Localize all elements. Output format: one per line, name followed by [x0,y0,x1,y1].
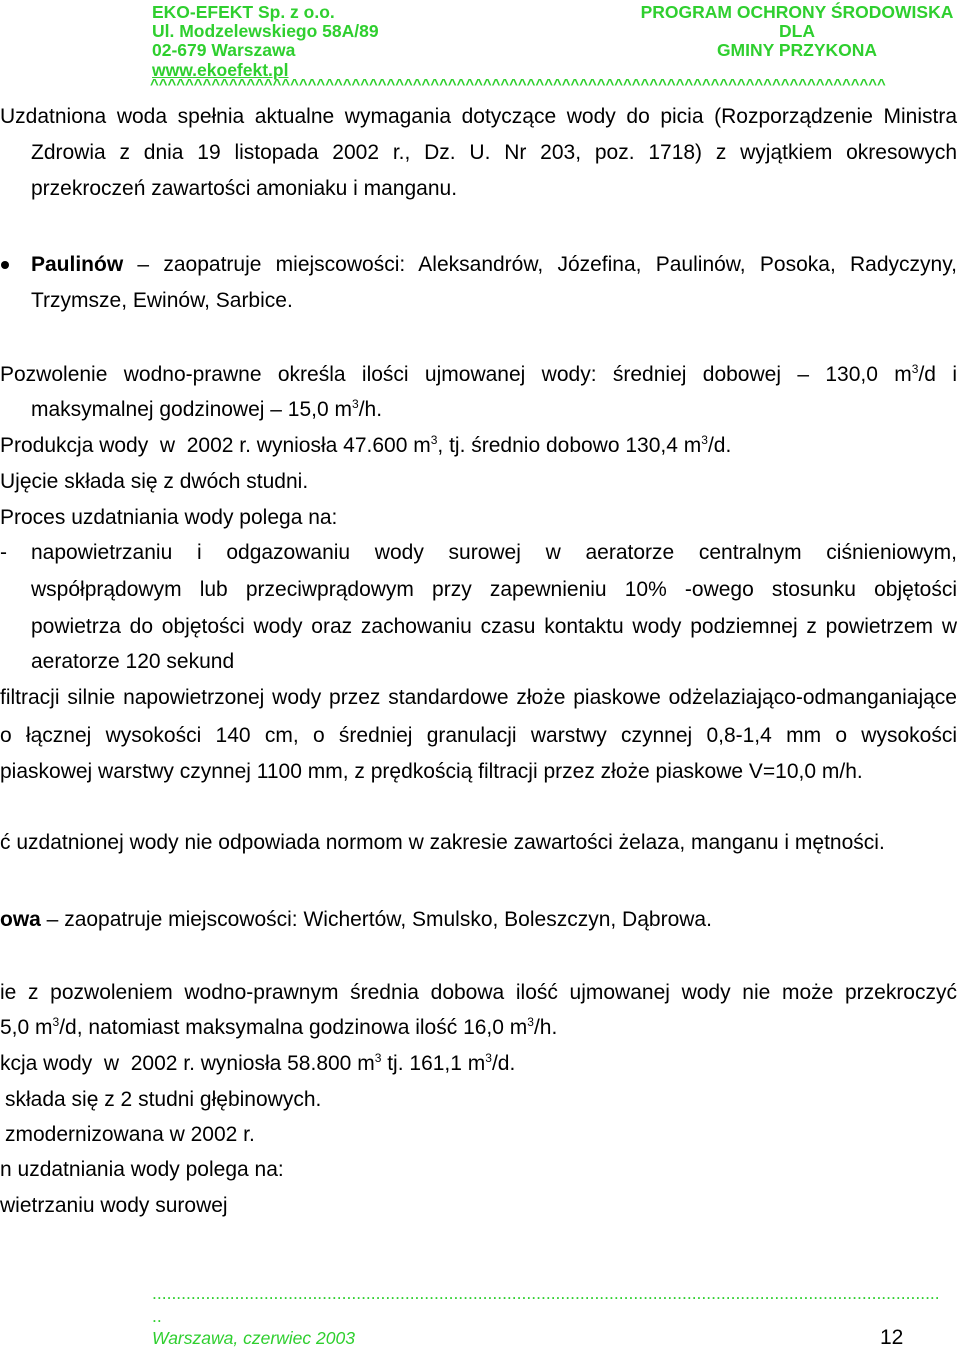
production-text: Produkcja wody w 2002 r. wyniosła 47.600 m [0,434,431,457]
village-name: owa [0,908,41,931]
superscript: 3 [352,397,359,411]
production2-text: kcja wody w 2002 r. wyniosła 58.800 m [0,1052,375,1075]
production2-text: tj. 161,1 m [381,1052,486,1075]
body-line: Ujęcie składa się z dwóch studni. [0,470,309,493]
footer-dotted-rule: .................................................................................................................................................................. [152,1283,940,1303]
body-line: wietrzaniu wody surowej [0,1194,228,1217]
body-line: współprądowym lub przeciwprądowym przy zapewnieniu 10% -owego stosunku objętości [31,578,957,601]
header-program-title: PROGRAM OCHRONY ŚRODOWISKA [640,2,954,22]
production-text: , tj. średnio dobowo 130,4 m [437,434,702,457]
body-line: składa się z 2 studni głębinowych. [5,1088,322,1111]
permit2-text: /d, natomiast maksymalna godzinowa ilość 16,0 m [59,1016,528,1039]
body-line: o łącznej wysokości 140 cm, o średniej granulacji warstwy czynnej 0,8-1,4 mm o wysokości [0,724,957,747]
list-dash: - [0,541,7,564]
superscript: 3 [527,1015,534,1029]
header-website-link[interactable]: www.ekoefekt.pl [152,60,289,80]
production-text: /d. [707,434,732,457]
production2-text: /d. [491,1052,516,1075]
village-description: – zaopatruje miejscowości: Aleksandrów, Józefina, Paulinów, Posoka, Radyczyny, [123,253,957,276]
permit-hourly-tail: /h. [358,398,383,421]
paulinow-line [31,253,957,277]
header-company: EKO-EFEKT Sp. z o.o. [152,2,335,22]
permit-daily-line [0,363,957,389]
permit2-text: 5,0 m [0,1016,53,1039]
body-line: przekroczeń zawartości amoniaku i manganu. [31,177,458,200]
body-line: zmodernizowana w 2002 r. [5,1123,255,1146]
body-line: filtracji silnie napowietrzonej wody przez standardowe złoże piaskowe odżelaziająco-odmanganiające [0,686,957,709]
superscript: 3 [374,1051,382,1065]
village-name: Paulinów [31,253,124,276]
permit2-text: /h. [533,1016,558,1039]
footer-place-date: Warszawa, czerwiec 2003 [152,1328,355,1348]
second-village-line [0,908,957,932]
header-caret-rule: ^^^^^^^^^^^^^^^^^^^^^^^^^^^^^^^^^^^^^^^^^^^^^^^^^^^^^^^^^^^^^^^^^^^^^^^^^^^^^^^^^^^^ [150,76,886,93]
body-line: Zdrowia z dnia 19 listopada 2002 r., Dz. U. Nr 203, poz. 1718) z wyjątkiem okresowych [31,141,957,164]
header-street: Ul. Modzelewskiego 58A/89 [152,21,379,41]
body-line: ć uzdatnionej wody nie odpowiada normom w zakresie zawartości żelaza, manganu i mętności. [0,831,885,854]
permit-hourly-line [31,398,957,424]
superscript: 3 [485,1051,492,1065]
superscript: 3 [430,433,438,447]
superscript: 3 [52,1015,60,1029]
body-line: n uzdatniania wody polega na: [0,1158,284,1181]
village-description: – zaopatruje miejscowości: Wichertów, Smulsko, Boleszczyn, Dąbrowa. [40,908,712,931]
body-line: ie z pozwoleniem wodno-prawnym średnia dobowa ilość ujmowanej wody nie może przekroczyć [0,981,957,1004]
permit2-line [0,1016,957,1042]
header-city: 02-679 Warszawa [152,40,296,60]
superscript: 3 [701,433,708,447]
header-program-for: DLA [779,21,815,41]
body-line: Uzdatniona woda spełnia aktualne wymagania dotyczące wody do picia (Rozporządzenie Ministra [0,105,957,128]
permit-daily-text: Pozwolenie wodno-prawne określa ilości ujmowanej wody: średniej dobowej – 130,0 m [0,363,912,386]
production-line [0,434,957,460]
body-line: powietrza do objętości wody oraz zachowaniu czasu kontaktu wody podziemnej z powietrzem w [31,615,957,638]
footer-dotted-rule-end: .. [152,1306,162,1326]
page-number: 12 [880,1326,904,1349]
body-line: Proces uzdatniania wody polega na: [0,506,338,529]
header-program-municipality: GMINY PRZYKONA [716,40,878,60]
bullet-icon [1,261,9,269]
permit-daily-tail: /d i [918,363,957,386]
permit-hourly-text: maksymalnej godzinowej – 15,0 m [31,398,352,421]
production2-line [0,1052,957,1078]
body-line: aeratorze 120 sekund [31,650,235,673]
superscript: 3 [911,362,919,376]
body-line: napowietrzaniu i odgazowaniu wody surowej w aeratorze centralnym ciśnieniowym, [31,541,957,564]
body-line: Trzymsze, Ewinów, Sarbice. [31,289,293,312]
body-line: piaskowej warstwy czynnej 1100 mm, z prędkością filtracji przez złoże piaskowe V=10,0 m/h. [0,760,863,783]
